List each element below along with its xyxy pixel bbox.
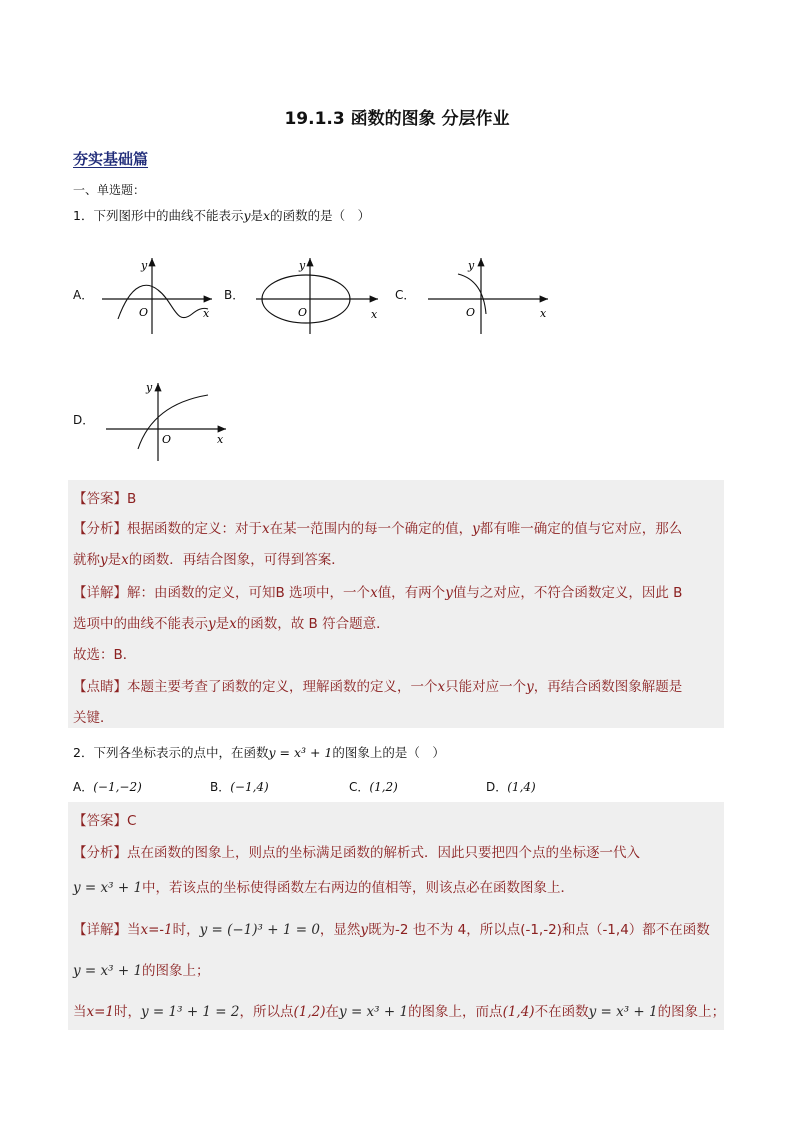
y-axis-label: y: [468, 259, 475, 272]
x-axis-label: x: [217, 433, 224, 446]
curve: [118, 285, 208, 319]
answer-box-q1: [68, 480, 724, 728]
question-1-stem: 1．下列图形中的曲线不能表示y是x的函数的是（ ）: [73, 208, 371, 223]
option-b-label: B．: [224, 288, 245, 302]
analysis-line-1: 【分析】根据函数的定义：对于x在某一范围内的每一个确定的值，y都有唯一确定的值与它对应，那么: [73, 521, 683, 537]
conclusion-line: 故选：B．: [73, 647, 137, 663]
x-axis-label: x: [371, 308, 378, 321]
section-heading: 夯实基础篇: [73, 150, 149, 168]
answer-line: 【答案】B: [73, 491, 137, 507]
x-axis-label: x: [203, 307, 210, 320]
page-title: 19.1.3 函数的图象 分层作业: [284, 109, 510, 129]
origin-label: O: [139, 306, 149, 319]
detail-line-2: y = x³ + 1的图象上；: [73, 963, 210, 979]
analysis-line-2: 就称y是x的函数．再结合图象，可得到答案．: [73, 552, 345, 568]
detail-line-1: 【详解】解：由函数的定义，可知B 选项中，一个x值，有两个y值与之对应，不符合函数定义，因此 B: [73, 585, 683, 601]
q2-option-a: A．(−1,−2): [73, 780, 142, 794]
y-axis-label: y: [299, 259, 306, 272]
option-b-graph: [254, 252, 386, 336]
curve: [138, 395, 208, 449]
origin-label: O: [466, 306, 476, 319]
y-axis-label: y: [146, 381, 153, 394]
remark-line-2: 关键．: [73, 710, 114, 726]
q2-option-c: C．(1,2): [349, 780, 398, 794]
detail-line-1: 【详解】当x=-1时，y = (−1)³ + 1 = 0，显然y既为-2 也不为 4，所以点(-1,-2)和点（-1,4）都不在函数: [73, 922, 710, 938]
answer-box-q2: [68, 802, 724, 1030]
option-c-graph: [424, 252, 554, 336]
remark-line-1: 【点睛】本题主要考查了函数的定义，理解函数的定义，一个x只能对应一个y，再结合函数图象解题是: [73, 679, 683, 695]
origin-label: O: [298, 306, 308, 319]
option-d-graph: [102, 377, 232, 463]
option-a-label: A．: [73, 288, 94, 302]
y-axis-label: y: [141, 259, 148, 272]
subsection-heading: 一、单选题：: [73, 183, 146, 197]
q2-option-b: B．(−1,4): [210, 780, 269, 794]
x-axis-label: x: [540, 307, 547, 320]
option-d-label: D．: [73, 413, 95, 427]
question-2-stem: 2．下列各坐标表示的点中，在函数y = x³ + 1的图象上的是（ ）: [73, 745, 445, 760]
analysis-line-2: y = x³ + 1中，若该点的坐标使得函数左右两边的值相等，则该点必在函数图象上．: [73, 880, 575, 896]
q2-option-d: D．(1,4): [486, 780, 536, 794]
answer-line: 【答案】C: [73, 813, 137, 829]
detail-line-2: 选项中的曲线不能表示y是x的函数，故 B 符合题意．: [73, 616, 390, 632]
origin-label: O: [162, 433, 172, 446]
analysis-line-1: 【分析】点在函数的图象上，则点的坐标满足函数的解析式．因此只要把四个点的坐标逐一代入: [73, 845, 640, 861]
option-c-label: C．: [395, 288, 416, 302]
detail-line-3: 当x=1时，y = 1³ + 1 = 2，所以点(1,2)在y = x³ + 1的图象上，而点(1,4)不在函数y = x³ + 1的图象上；: [73, 1004, 726, 1020]
option-a-graph: [96, 252, 221, 336]
